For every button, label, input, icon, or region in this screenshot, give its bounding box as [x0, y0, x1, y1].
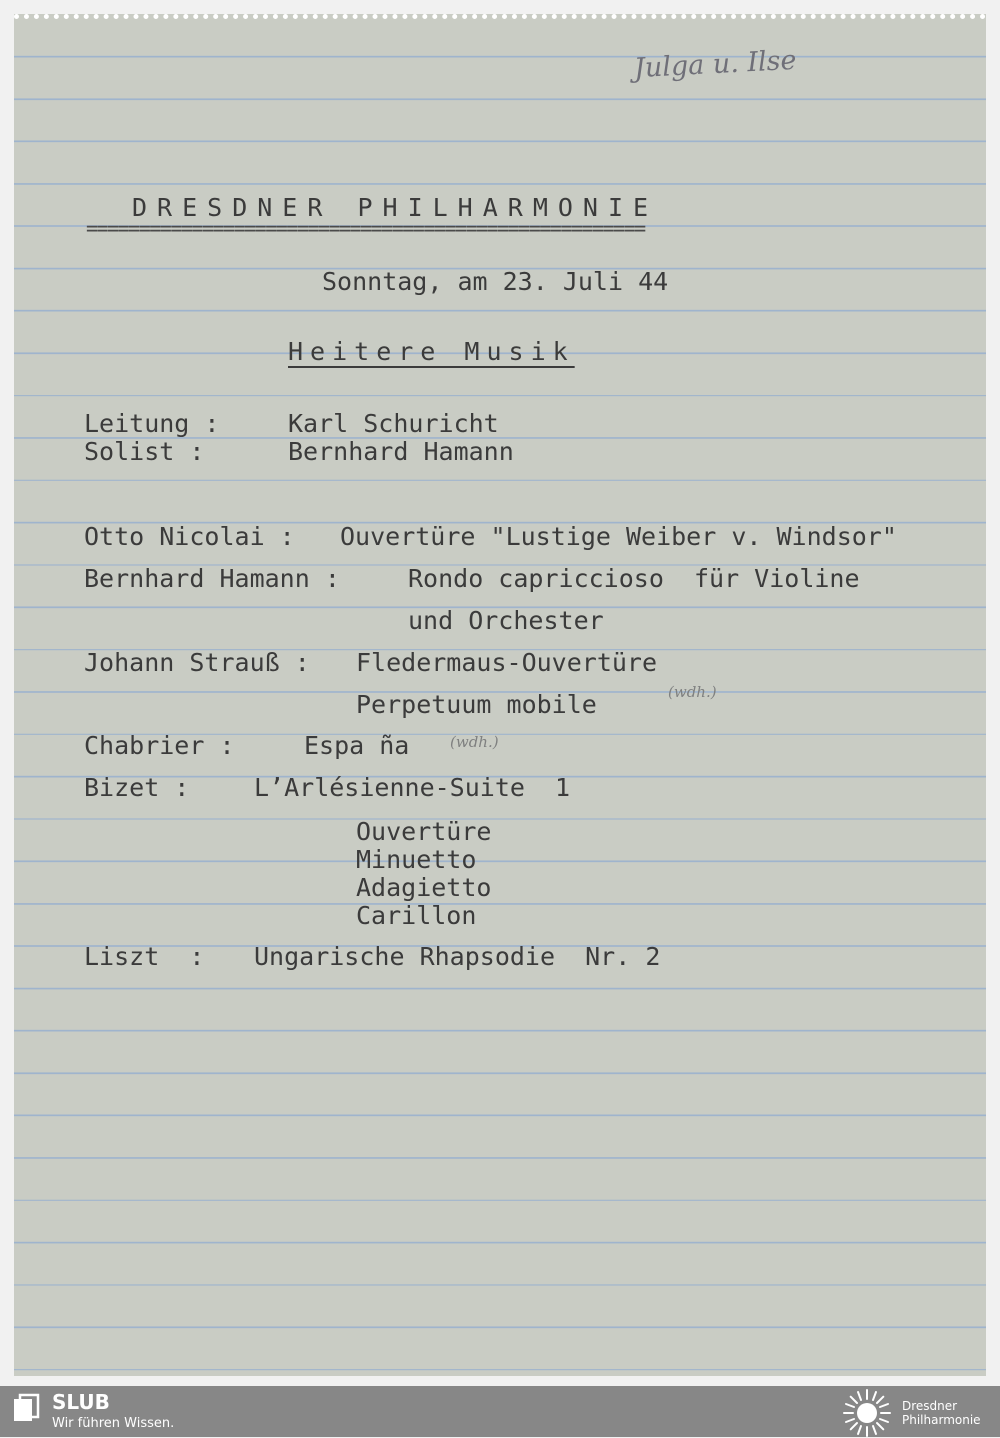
- work-nicolai: Ouvertüre "Lustige Weiber v. Windsor": [340, 522, 897, 551]
- composer-strauss: Johann Strauß :: [84, 648, 310, 677]
- suite-movement: Ouvertüre: [356, 817, 492, 846]
- suite-movement: Adagietto: [356, 873, 492, 902]
- composer-bizet: Bizet :: [84, 773, 190, 802]
- heading-rule: =====================================================: [86, 216, 645, 240]
- partner-name: Dresdner Philharmonie: [902, 1399, 981, 1427]
- performer-name-soloist: Bernhard Hamann: [288, 437, 514, 466]
- concert-title: Heitere Musik: [288, 337, 575, 366]
- handwritten-repeat-note: (wdh.): [450, 733, 499, 751]
- composer-nicolai: Otto Nicolai :: [84, 522, 295, 551]
- slub-logo-icon: [12, 1393, 40, 1423]
- philharmonie-logo-icon: [842, 1388, 892, 1438]
- work-chabrier: Espa ña: [304, 731, 410, 760]
- concert-date: Sonntag, am 23. Juli 44: [322, 267, 669, 296]
- composer-chabrier: Chabrier :: [84, 731, 235, 760]
- handwritten-note-top: Julga u. Ilse: [633, 44, 798, 85]
- performer-role-soloist: Solist :: [84, 437, 205, 466]
- performer-name-conductor: Karl Schuricht: [288, 409, 499, 438]
- performer-role-conductor: Leitung :: [84, 409, 220, 438]
- footer-bar: [0, 1386, 1000, 1437]
- work-bizet: L’Arlésienne-Suite 1: [254, 773, 571, 802]
- library-name: SLUB: [52, 1390, 110, 1414]
- composer-liszt: Liszt :: [84, 942, 205, 971]
- handwritten-repeat-note: (wdh.): [668, 683, 717, 701]
- program-sheet: [14, 14, 986, 1376]
- work-strauss: Fledermaus-Ouvertüre: [356, 648, 658, 677]
- orchestra-heading: DRESDNER PHILHARMONIE: [132, 193, 659, 222]
- suite-movement: Carillon: [356, 901, 477, 930]
- work-liszt: Ungarische Rhapsodie Nr. 2: [254, 942, 661, 971]
- work-hamann-line2: und Orchester: [408, 606, 604, 635]
- work-hamann: Rondo capriccioso für Violine: [408, 564, 860, 593]
- library-tagline: Wir führen Wissen.: [52, 1416, 175, 1431]
- composer-hamann: Bernhard Hamann :: [84, 564, 340, 593]
- suite-movement: Minuetto: [356, 845, 477, 874]
- work-strauss-line2: Perpetuum mobile: [356, 690, 597, 719]
